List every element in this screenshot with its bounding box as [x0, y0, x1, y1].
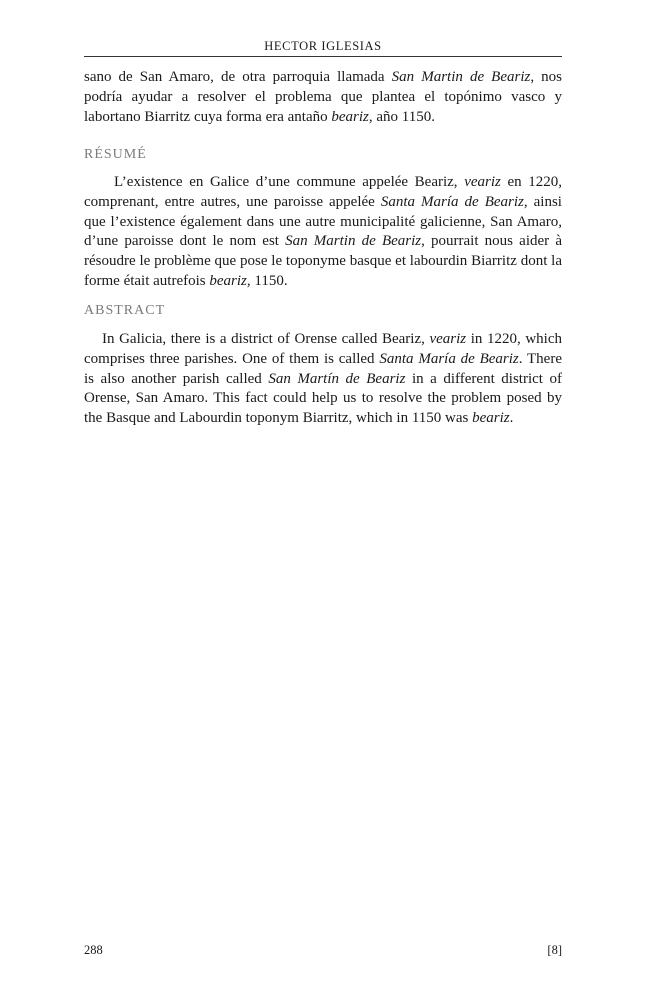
abstract-text-2: in 1220, which comprises three parishes. One of them is called: [84, 331, 562, 367]
intro-paragraph: [84, 68, 562, 127]
abstract-heading: ABSTRACT: [84, 303, 166, 318]
abstract-italic-2: Santa María de Beariz: [379, 350, 519, 367]
intro-italic-1: San Martin de Beariz: [391, 69, 531, 85]
abstract-text-5: .: [509, 410, 514, 427]
resume-italic-2: Santa María de Beariz: [380, 193, 524, 210]
abstract-italic-3: San Martín de Beariz: [268, 370, 406, 387]
resume-text-5: , 1150.: [246, 272, 288, 289]
intro-text-1: sano de San Amaro, de otra parroquia llamada: [84, 69, 392, 85]
page-number: 288: [84, 943, 103, 957]
abstract-paragraph: [84, 330, 562, 429]
intro-italic-2: beariz: [331, 108, 369, 125]
resume-text-2: en 1220, comprenant, entre autres, une paroisse appelée: [84, 174, 562, 210]
abstract-italic-4: beariz: [472, 410, 510, 427]
running-head: HECTOR IGLESIAS: [264, 39, 382, 53]
resume-italic-1: veariz: [464, 174, 501, 190]
resume-italic-4: beariz: [209, 272, 247, 289]
resume-italic-3: San Martin de Beariz: [285, 233, 422, 250]
resume-text-1: L’existence en Galice d’une commune appelée Beariz,: [114, 174, 465, 190]
folio-number: [8]: [547, 943, 562, 957]
abstract-text-3: . There is also another parish called: [84, 350, 562, 387]
resume-text-3: , ainsi que l’existence également dans une autre municipalité galicienne, San Amaro, d’une paroisse dont le nom est: [84, 193, 562, 250]
abstract-text-1: In Galicia, there is a district of Orense called Beariz,: [102, 331, 430, 347]
abstract-italic-1: veariz: [429, 331, 467, 347]
resume-text-4: , pourrait nous aider à résoudre le problème que pose le toponyme basque et labourdin Biarritz dont la forme était autrefois: [84, 233, 562, 289]
abstract-text-4: in a different district of Orense, San Amaro. This fact could help us to resolve the problem posed by the Basque and Labourdin toponym Biarritz, which in 1150 was: [84, 370, 562, 427]
intro-text-3: , año 1150.: [368, 108, 435, 125]
resume-paragraph: [84, 173, 562, 292]
header-rule: [84, 56, 562, 57]
intro-text-2: , nos podría ayudar a resolver el problema que plantea el topónimo vasco y labortano Biarritz cuya forma era antaño: [84, 69, 562, 125]
resume-heading: RÉSUMÉ: [84, 147, 147, 162]
